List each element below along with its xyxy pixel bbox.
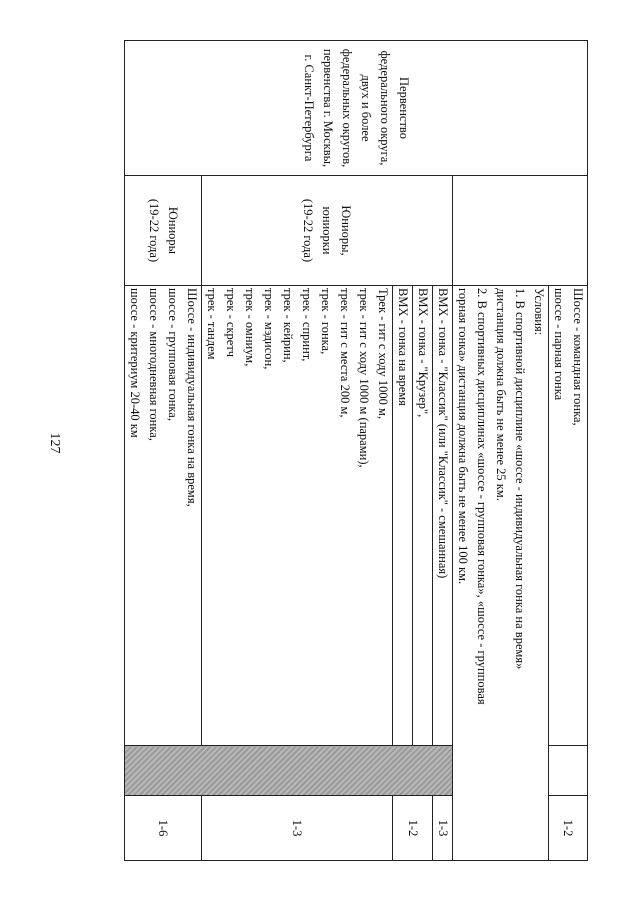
discipline-cell (125, 286, 202, 746)
discipline-line: трек - тандем (205, 288, 219, 360)
discipline-line: шоссе - многодневная гонка, (147, 288, 161, 441)
sports-table (124, 40, 588, 861)
competition-line: Первенство (397, 77, 411, 139)
range-value: 1-6 (125, 796, 202, 861)
discipline-line: ВМХ - гонка - "Крузер", (416, 288, 430, 418)
discipline-cell (202, 286, 393, 746)
conditions-line: 2. В спортивных дисциплинах «шоссе - групповая гонка», «шоссе - групповая (475, 288, 489, 705)
group-line: юниорки (320, 206, 335, 255)
discipline-line: Трек - гит с ходу 1000 м, (376, 288, 390, 420)
discipline-line: шоссе - парная гонка (552, 288, 566, 401)
group-line: (19-22 года) (147, 198, 161, 263)
group-line: Юниоры (166, 206, 180, 255)
range-value: 1-2 (549, 796, 588, 861)
conditions-line: 1. В спортивной дисциплине «шоссе - индивидуальная гонка на время» (513, 288, 527, 670)
shaded-cell (125, 746, 453, 796)
discipline-line: трек - мэдисон, (262, 288, 276, 370)
competition-line: федеральных округов, (340, 48, 354, 168)
discipline-line: Шоссе - индивидуальная гонка на время, (185, 288, 199, 507)
conditions-line: Условия: (532, 288, 546, 336)
conditions-cell (453, 286, 549, 861)
group-cell (202, 176, 453, 286)
group-cell (125, 176, 202, 286)
discipline-line: трек - спринт, (300, 288, 314, 362)
discipline-line: шоссе - групповая гонка, (166, 288, 180, 421)
range-value: 1-3 (433, 796, 453, 861)
group-line: Юниоры, (339, 205, 354, 256)
discipline-line: ВМХ - гонка на время (393, 286, 413, 745)
range-value: 1-2 (393, 796, 433, 861)
competition-cell (125, 41, 588, 176)
conditions-line: горная гонка» дистанция должна быть не менее 100 км. (456, 288, 470, 585)
discipline-line: шоссе - критериум 20-40 км (128, 288, 142, 438)
discipline-line: ВМХ - гонка - "Классик" (или "Классик" - смешанная) (436, 288, 450, 579)
empty-cell (549, 746, 588, 796)
discipline-cell (549, 286, 588, 746)
discipline-line: Шоссе - командная гонка, (571, 288, 585, 426)
table-row (549, 41, 588, 861)
discipline-line: трек - гит с места 200 м, (338, 288, 352, 418)
competition-line: первенства г. Москвы, (321, 48, 335, 168)
conditions-line: дистанция должна быть не менее 25 км. (494, 288, 508, 501)
discipline-line: трек - кейрин, (281, 288, 295, 363)
page-number: 127 (47, 432, 62, 454)
discipline-line: трек - гонка, (319, 288, 333, 355)
competition-line: федерального округа, (378, 50, 392, 166)
discipline-line: трек - омниум, (243, 288, 257, 367)
range-value: 1-3 (202, 796, 393, 861)
discipline-line: трек - скретч (224, 288, 238, 358)
group-cell-empty (453, 176, 588, 286)
discipline-cell (393, 286, 433, 746)
discipline-cell (433, 286, 453, 746)
group-line: (19-22 года) (301, 198, 316, 263)
discipline-line: трек - гит с ходу 1000 м (парами), (357, 288, 371, 468)
competition-line: двух и более (359, 74, 373, 142)
rotated-table-frame (68, 40, 588, 860)
competition-line: г. Санкт-Петербурга (302, 54, 316, 162)
